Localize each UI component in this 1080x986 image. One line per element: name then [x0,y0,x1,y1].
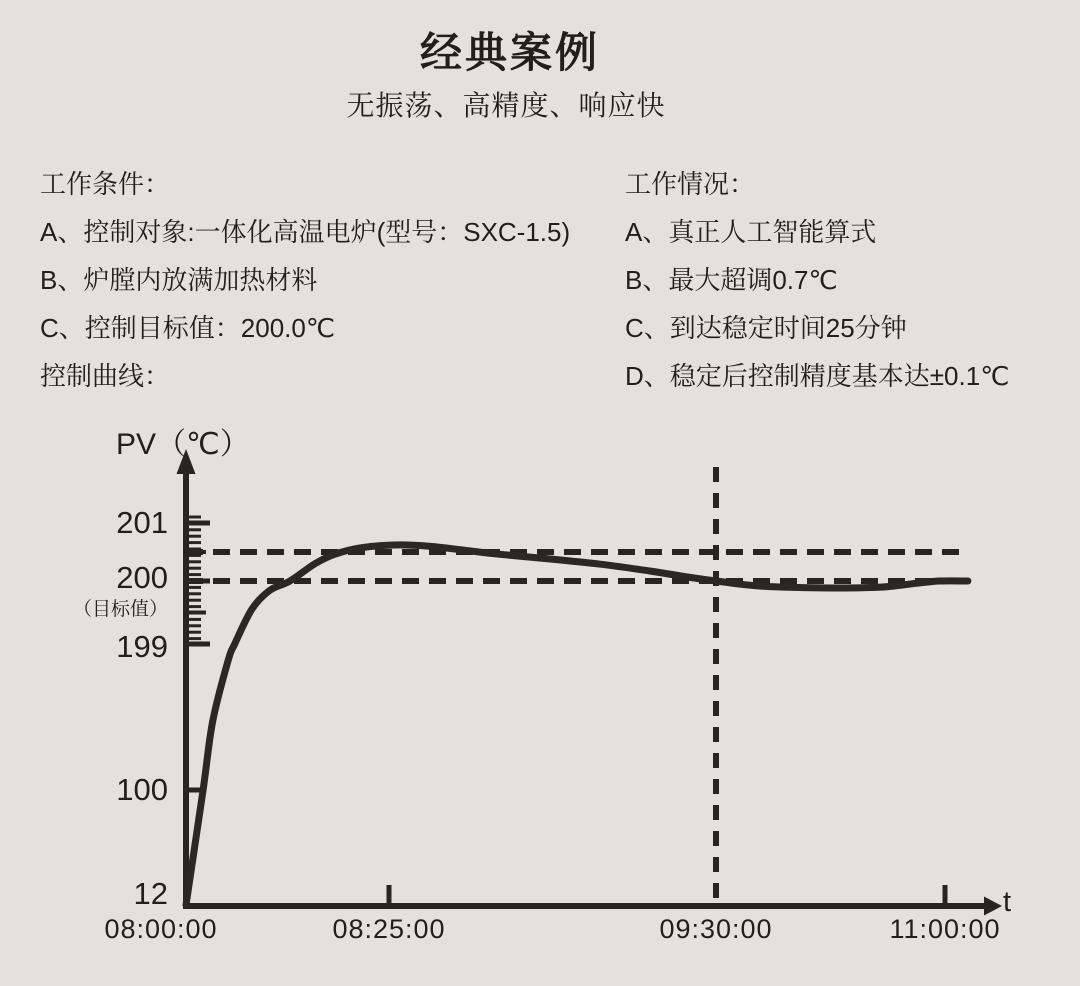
condition-item-a: A、控制对象:一体化高温电炉(型号：SXC-1.5) [40,217,571,247]
results-heading: 工作情况： [625,169,756,199]
conditions-heading: 工作条件： [40,169,171,199]
y-tick-label-200: 200 [116,560,168,595]
y-axis [183,461,189,908]
page-subtitle: 无振荡、高精度、响应快 [346,90,666,121]
result-item-a: A、真正人工智能算式 [625,217,877,247]
x-axis-title: t [1003,886,1012,918]
result-item-c: C、到达稳定时间25分钟 [625,313,907,343]
x-axis-arrow [984,897,1002,916]
x-tick-label-0800: 08:00:00 [104,914,218,944]
pv-curve [186,545,968,905]
dashed-reference-lines [186,467,965,903]
y-tick-label-12: 12 [133,876,168,911]
target-value-note: （目标值） [72,599,168,620]
result-item-d: D、稳定后控制精度基本达±0.1℃ [625,361,1010,391]
condition-item-c: C、控制目标值：200.0℃ [40,313,336,343]
y-tick-label-199: 199 [116,629,168,664]
condition-item-b: B、炉膛内放满加热材料 [40,265,318,295]
x-tick-label-0930: 09:30:00 [659,914,773,944]
y-axis-title: PV（℃） [116,428,250,461]
result-item-b: B、最大超调0.7℃ [625,265,838,295]
y-tick-label-201: 201 [116,505,168,540]
x-tick-label-0825: 08:25:00 [332,914,446,944]
page-title: 经典案例 [419,29,600,76]
x-axis [183,903,989,909]
y-tick-label-100: 100 [116,772,168,807]
x-tick-label-1100: 11:00:00 [889,914,1001,944]
control-curve-caption: 控制曲线： [40,361,171,391]
